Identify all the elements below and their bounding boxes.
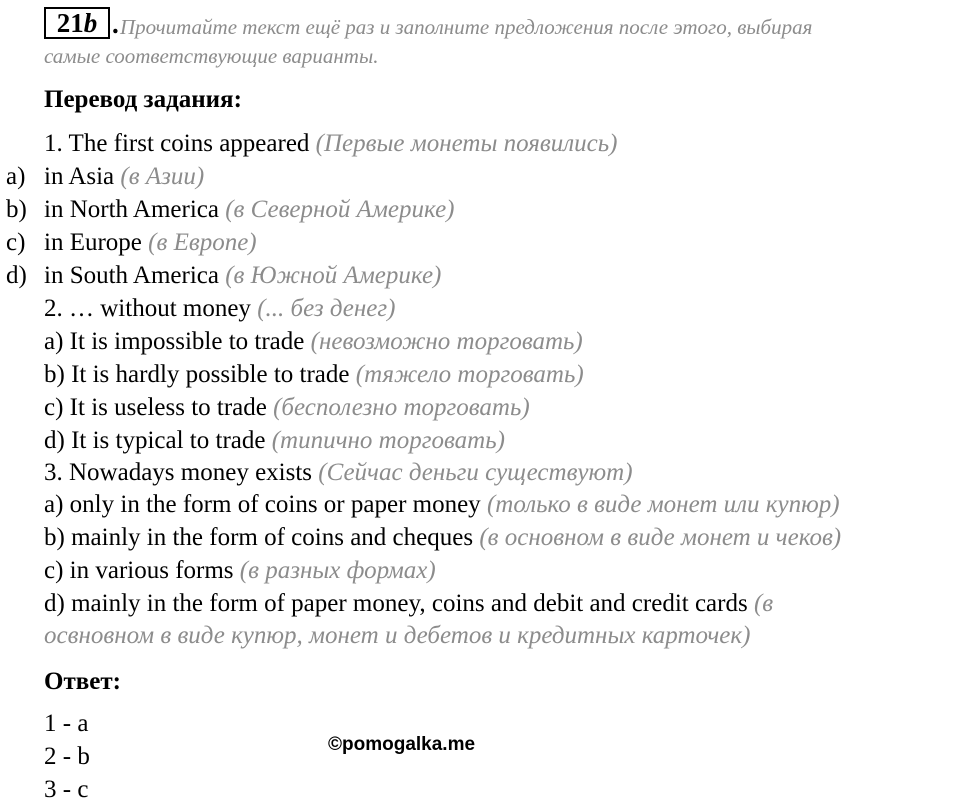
q3-option-d-translation: (в [753, 590, 774, 617]
q3-option-a-text: a) only in the form of coins or paper money [44, 491, 481, 518]
question-1-translation: (Первые монеты появились) [315, 130, 618, 157]
task-number: 21 [56, 8, 84, 38]
q3-option-b-translation: (в основном в виде монет и чеков) [479, 524, 842, 551]
answer-3: 3 - c [44, 776, 89, 803]
task-number-box [44, 7, 110, 39]
instruction-line-1: Прочитайте текст ещё раз и заполните предложения после этого, выбирая [120, 15, 813, 39]
answer-1: 1 - a [44, 710, 89, 737]
q2-option-d [44, 427, 505, 455]
q1-option-a [44, 163, 204, 191]
q3-option-d-text: d) mainly in the form of paper money, coins and debit and credit cards [44, 590, 748, 617]
q3-option-a-translation: (только в виде монет или купюр) [486, 491, 840, 518]
task-dot: . [112, 9, 119, 39]
q1-option-b-translation: (в Северной Америке) [225, 196, 455, 223]
watermark: ©pomogalka.me [328, 734, 476, 755]
question-2-text: 2. … without money [44, 295, 251, 322]
q2-option-b [44, 361, 584, 389]
q1-option-a-label: a) [6, 163, 26, 190]
q3-option-b [44, 524, 841, 552]
q1-option-b [44, 196, 455, 224]
q1-option-d-translation: (в Южной Америке) [225, 262, 442, 289]
q2-option-b-translation: (тяжело торговать) [355, 361, 584, 388]
q1-option-c-label: c) [6, 229, 26, 256]
q3-option-d-translation-cont: освновном в виде купюр, монет и дебетов и кредитных карточек) [44, 622, 751, 649]
q1-option-b-text: in North America [44, 196, 219, 223]
q1-option-b-label: b) [6, 196, 27, 223]
q2-option-a-translation: (невозможно торговать) [310, 328, 583, 355]
q1-option-a-text: in Asia [44, 163, 115, 190]
q1-option-c [44, 229, 257, 257]
q3-option-d [44, 590, 773, 618]
question-1 [44, 130, 617, 158]
q3-option-c-text: c) in various forms [44, 557, 234, 584]
question-2 [44, 295, 395, 323]
question-1-text: 1. The first coins appeared [44, 130, 310, 157]
q2-option-c [44, 394, 530, 422]
q3-option-a [44, 491, 840, 519]
answer-2: 2 - b [44, 743, 90, 770]
q2-option-d-translation: (типично торговать) [271, 427, 505, 454]
q2-option-d-text: d) It is typical to trade [44, 427, 266, 454]
q3-option-c [44, 557, 436, 585]
q1-option-d-label: d) [6, 262, 27, 289]
task-letter: b [83, 8, 98, 38]
question-2-translation: (... без денег) [257, 295, 396, 322]
q1-option-c-text: in Europe [44, 229, 142, 256]
instruction-line-2: самые соответствующие варианты. [44, 44, 379, 68]
q1-option-d [44, 262, 441, 290]
question-3 [44, 459, 633, 487]
q2-option-c-translation: (бесполезно торговать) [273, 394, 530, 421]
q3-option-c-translation: (в разных формах) [239, 557, 436, 584]
q2-option-c-text: c) It is useless to trade [44, 394, 267, 421]
q3-option-b-text: b) mainly in the form of coins and cheques [44, 524, 474, 551]
q2-option-a [44, 328, 583, 356]
question-3-translation: (Сейчас деньги существуют) [318, 459, 633, 486]
question-3-text: 3. Nowadays money exists [44, 459, 313, 486]
q2-option-b-text: b) It is hardly possible to trade [44, 361, 350, 388]
translation-heading: Перевод задания: [44, 86, 242, 113]
answer-heading: Ответ: [44, 668, 121, 695]
q2-option-a-text: a) It is impossible to trade [44, 328, 305, 355]
q1-option-c-translation: (в Европе) [148, 229, 257, 256]
q1-option-a-translation: (в Азии) [120, 163, 205, 190]
q1-option-d-text: in South America [44, 262, 219, 289]
